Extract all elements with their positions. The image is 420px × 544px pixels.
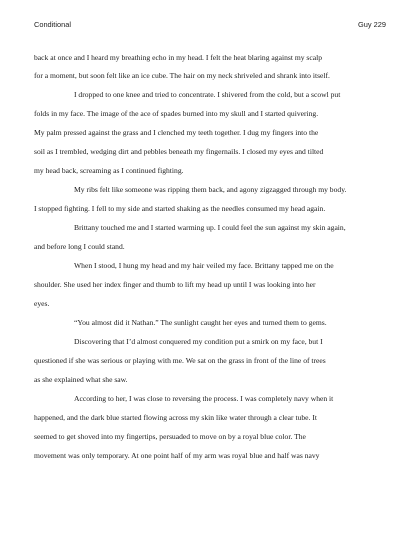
text-line: Brittany touched me and I started warming up. I could feel the sun against my skin again, — [74, 223, 346, 233]
text-line: When I stood, I hung my head and my hair veiled my face. Brittany tapped me on the — [74, 260, 334, 270]
text-line: back at once and I heard my breathing echo in my head. I felt the heat blaring against my scalp — [34, 52, 323, 62]
text-line: I dropped to one knee and tried to concentrate. I shivered from the cold, but a scowl put — [74, 90, 341, 100]
text-line: According to her, I was close to reversing the process. I was completely navy when it — [74, 393, 334, 403]
header-author-page-number: Guy 229 — [358, 20, 386, 29]
text-line: as she explained what she saw. — [34, 374, 128, 384]
paragraph — [34, 49, 386, 87]
text-line: my head back, screaming as I continued fighting. — [34, 166, 184, 176]
text-line: eyes. — [34, 298, 50, 308]
paragraph — [34, 390, 386, 466]
header-title: Conditional — [34, 20, 71, 29]
text-line: and before long I could stand. — [34, 242, 125, 252]
paragraph — [34, 219, 386, 257]
paragraph — [34, 314, 386, 333]
paragraph — [34, 333, 386, 390]
paragraph — [34, 86, 386, 181]
text-line: movement was only temporary. At one point half of my arm was royal blue and half was navy — [34, 450, 320, 460]
text-line: “You almost did it Nathan.” The sunlight caught her eyes and turned them to gems. — [74, 317, 327, 327]
text-line: folds in my face. The image of the ace of spades burned into my skull and I started quivering. — [34, 109, 319, 119]
text-line: shoulder. She used her index finger and thumb to lift my head up until I was looking into her — [34, 279, 316, 289]
text-line: soil as I trembled, wedging dirt and pebbles beneath my fingernails. I closed my eyes and tilted — [34, 147, 324, 157]
text-line: seemed to get shoved into my fingertips, persuaded to move on by a royal blue color. The — [34, 431, 306, 441]
running-header — [34, 19, 386, 31]
text-line: I stopped fighting. I fell to my side and started shaking as the needles consumed my head again. — [34, 204, 326, 214]
text-line: questioned if she was serious or playing with me. We sat on the grass in front of the line of trees — [34, 355, 326, 365]
text-line: for a moment, but soon felt like an ice cube. The hair on my neck shriveled and shrank into itself. — [34, 71, 330, 81]
text-line: Discovering that I’d almost conquered my condition put a smirk on my face, but I — [74, 336, 323, 346]
text-line: My palm pressed against the grass and I clenched my teeth together. I dug my fingers into the — [34, 128, 319, 138]
text-line: happened, and the dark blue started flowing across my skin like water through a clear tube. It — [34, 412, 317, 422]
paragraph — [34, 181, 386, 219]
paragraph — [34, 257, 386, 314]
text-line: My ribs felt like someone was ripping them back, and agony zigzagged through my body. — [74, 185, 347, 195]
body-text — [34, 49, 386, 466]
